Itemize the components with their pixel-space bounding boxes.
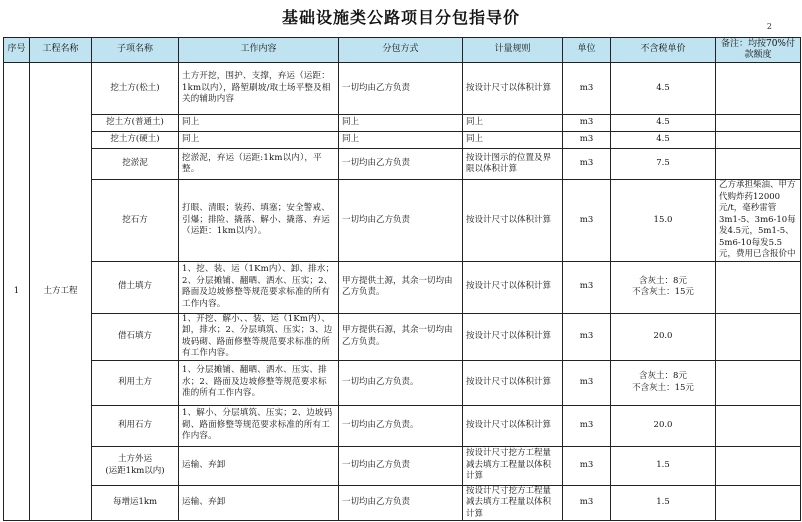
work-content-cell: 挖淤泥，弃运（运距:1km以内），平整。: [179, 149, 339, 180]
measure-rule-cell: 同上: [463, 115, 563, 132]
unit-cell: m3: [563, 360, 611, 405]
subcontract-method-cell: 一切均由乙方负责: [339, 485, 463, 521]
unit-price-cell: 1.5: [611, 485, 716, 521]
unit-price-cell: 含灰土：8元 不含灰土：15元: [611, 261, 716, 313]
subcontract-method-cell: 甲方提供土源，其余一切均由乙方负责。: [339, 261, 463, 313]
note-cell: [716, 149, 801, 180]
item-name-cell: 挖石方: [92, 180, 179, 262]
subcontract-method-cell: 同上: [339, 132, 463, 149]
subcontract-method-cell: 甲方提供石源，其余一切均由乙方负责。: [339, 313, 463, 360]
unit-price-cell: 7.5: [611, 149, 716, 180]
table-row: [4, 149, 801, 180]
header-seq: 序号: [4, 38, 30, 63]
work-content-cell: 运输、弃卸: [179, 446, 339, 485]
subcontract-method-cell: 一切均由乙方负责。: [339, 360, 463, 405]
document-title: 基础设施类公路项目分包指导价: [281, 8, 520, 27]
unit-cell: m3: [563, 115, 611, 132]
table-row: [4, 313, 801, 360]
note-cell: [716, 261, 801, 313]
measure-rule-cell: 按设计图示的位置及界限以体积计算: [463, 149, 563, 180]
note-cell: [716, 115, 801, 132]
header-work-content: 工作内容: [179, 38, 339, 63]
work-content-cell: 1、开挖、解小、、装、运（1Km内）、卸，排水；2、分层填筑、压实；3、边坡码砌、路面修整等规范要求标准的所有工作内容。: [179, 313, 339, 360]
measure-rule-cell: 按设计尺寸以体积计算: [463, 313, 563, 360]
measure-rule-cell: 按设计尺寸以体积计算: [463, 261, 563, 313]
work-content-cell: 同上: [179, 132, 339, 149]
measure-rule-cell: 按设计尺寸以体积计算: [463, 405, 563, 446]
unit-price-cell: 4.5: [611, 63, 716, 115]
subcontract-method-cell: 同上: [339, 115, 463, 132]
unit-price-cell: 20.0: [611, 313, 716, 360]
work-content-cell: 同上: [179, 115, 339, 132]
table-row: [4, 485, 801, 521]
subcontract-method-cell: 一切均由乙方负责: [339, 180, 463, 262]
table-row: [4, 261, 801, 313]
header-measure-rule: 计量规则: [463, 38, 563, 63]
table-row: [4, 63, 801, 115]
note-cell: [716, 405, 801, 446]
note-cell: [716, 313, 801, 360]
measure-rule-cell: 按设计尺寸以体积计算: [463, 360, 563, 405]
note-cell: [716, 63, 801, 115]
unit-cell: m3: [563, 180, 611, 262]
unit-cell: m3: [563, 63, 611, 115]
table-row: [4, 180, 801, 262]
unit-price-cell: 含灰土：8元 不含灰土：15元: [611, 360, 716, 405]
note-cell: 乙方承担柴油、甲方代购炸药12000元/t，毫秒雷管3m1-5、3m6-10每发4.5元，5m1-5、5m6-10每发5.5元，费用已含报价中: [716, 180, 801, 262]
work-content-cell: 1、挖、装、运（1Km内）、卸、排水；2、分层摊铺、翻晒、洒水、压实；2、路面及边坡修整等规范要求标准的所有工作内容。: [179, 261, 339, 313]
table-row: [4, 405, 801, 446]
item-name-cell: 借石填方: [92, 313, 179, 360]
measure-rule-cell: 按设计尺寸以体积计算: [463, 63, 563, 115]
unit-price-cell: 4.5: [611, 115, 716, 132]
note-cell: [716, 132, 801, 149]
unit-cell: m3: [563, 446, 611, 485]
work-content-cell: 1、分层摊铺、翻晒、洒水、压实、排水；2、路面及边坡修整等规范要求标准的所有工作内容。: [179, 360, 339, 405]
note-cell: [716, 360, 801, 405]
item-name-cell: 挖土方(松土): [92, 63, 179, 115]
measure-rule-cell: 按设计尺寸挖方工程量减去填方工程量以体积计算: [463, 446, 563, 485]
work-content-cell: 运输、弃卸: [179, 485, 339, 521]
item-name-cell: 利用土方: [92, 360, 179, 405]
unit-cell: m3: [563, 485, 611, 521]
header-project-name: 工程名称: [30, 38, 92, 63]
measure-rule-cell: 同上: [463, 132, 563, 149]
table-row: [4, 360, 801, 405]
subcontract-method-cell: 一切均由乙方负责: [339, 63, 463, 115]
measure-rule-cell: 按设计尺寸以体积计算: [463, 180, 563, 262]
unit-price-cell: 15.0: [611, 180, 716, 262]
group-name-cell: 土方工程: [30, 63, 92, 521]
group-seq-cell: 1: [4, 63, 30, 521]
item-name-cell: 每增运1km: [92, 485, 179, 521]
table-row: [4, 132, 801, 149]
unit-cell: m3: [563, 313, 611, 360]
note-cell: [716, 446, 801, 485]
header-unit: 单位: [563, 38, 611, 63]
unit-price-cell: 4.5: [611, 132, 716, 149]
item-name-cell: 借土填方: [92, 261, 179, 313]
subcontract-method-cell: 一切均由乙方负责: [339, 149, 463, 180]
measure-rule-cell: 按设计尺寸挖方工程量减去填方工程量以体积计算: [463, 485, 563, 521]
unit-cell: m3: [563, 149, 611, 180]
item-name-cell: 挖土方(硬土): [92, 132, 179, 149]
unit-price-cell: 20.0: [611, 405, 716, 446]
unit-cell: m3: [563, 132, 611, 149]
table-row: [4, 446, 801, 485]
item-name-cell: 利用石方: [92, 405, 179, 446]
work-content-cell: 1、解小、分层填筑、压实；2、边坡码砌、路面修整等规范要求标准的所有工作内容。: [179, 405, 339, 446]
header-subcontract-method: 分包方式: [339, 38, 463, 63]
header-item-name: 子项名称: [92, 38, 179, 63]
unit-cell: m3: [563, 261, 611, 313]
item-name-cell: 土方外运 (运距1km以内): [92, 446, 179, 485]
item-name-cell: 挖土方(普通土): [92, 115, 179, 132]
page-marker: 2: [766, 22, 772, 31]
subcontract-method-cell: 一切均由乙方负责: [339, 446, 463, 485]
note-cell: [716, 485, 801, 521]
subcontract-method-cell: 一切均由乙方负责。: [339, 405, 463, 446]
unit-cell: m3: [563, 405, 611, 446]
header-unit-price: 不含税单价: [611, 38, 716, 63]
unit-price-cell: 1.5: [611, 446, 716, 485]
work-content-cell: 土方开挖，围护、支撑，弃运（运距：1km以内），路堑刷坡/取土场平整及相关的辅助内容: [179, 63, 339, 115]
table-row: [4, 115, 801, 132]
price-table: [3, 37, 801, 521]
header-note: 备注：均按70%付款额度: [716, 38, 801, 63]
item-name-cell: 挖淤泥: [92, 149, 179, 180]
header-row: [4, 38, 801, 63]
work-content-cell: 打眼、清眼；装药、填塞；安全警戒、引爆；排险、撬落、解小、撬落、弃运（运距：1km以内）。: [179, 180, 339, 262]
